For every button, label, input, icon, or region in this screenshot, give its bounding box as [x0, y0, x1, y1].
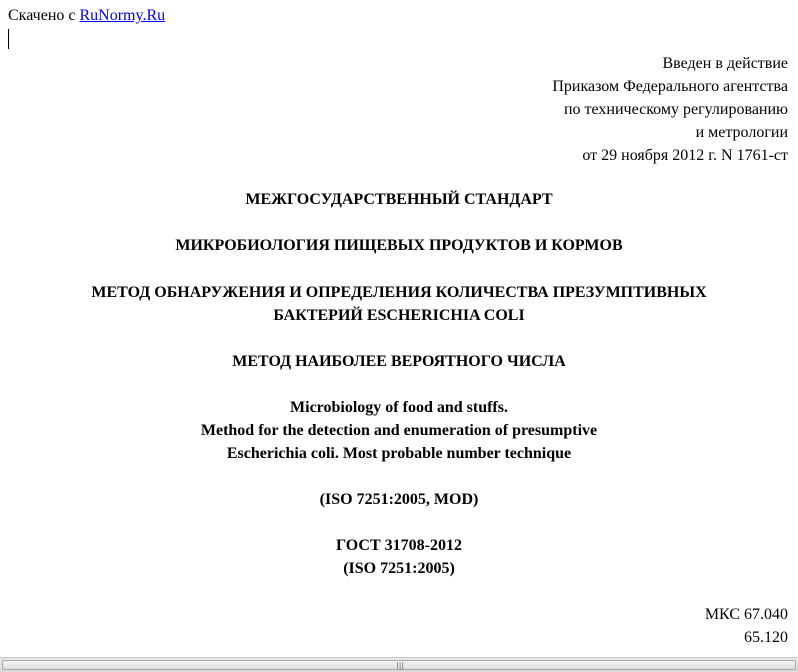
method-subtitle-heading: МЕТОД НАИБОЛЕЕ ВЕРОЯТНОГО ЧИСЛА	[232, 353, 566, 370]
english-title: Microbiology of food and stuffs. Method for the detection and enumeration of presumptive Escherichia coli. Most probable number technique	[200, 399, 598, 462]
enactment-line: от 29 ноября 2012 г. N 1761-ст	[582, 147, 788, 164]
enactment-note	[552, 52, 788, 167]
scrollbar-grip-icon: |||	[396, 661, 405, 670]
source-line	[8, 6, 165, 26]
enactment-line: по техническому регулированию	[563, 101, 788, 118]
domain-title-heading: МИКРОБИОЛОГИЯ ПИЩЕВЫХ ПРОДУКТОВ И КОРМОВ	[175, 237, 623, 254]
runormy-link[interactable]: RuNormy.Ru	[79, 7, 166, 24]
source-prefix: Скачено с	[8, 7, 76, 24]
gost-designation: ГОСТ 31708-2012 (ISO 7251:2005)	[336, 537, 462, 577]
horizontal-scrollbar[interactable]	[0, 657, 798, 672]
mks-codes	[705, 603, 788, 649]
standard-type-heading: МЕЖГОСУДАРСТВЕННЫЙ СТАНДАРТ	[245, 191, 553, 208]
enactment-line: Приказом Федерального агентства	[552, 78, 788, 95]
iso-mod-reference: (ISO 7251:2005, MOD)	[319, 491, 479, 508]
text-cursor	[8, 29, 9, 49]
method-title-heading: МЕТОД ОБНАРУЖЕНИЯ И ОПРЕДЕЛЕНИЯ КОЛИЧЕСТВА ПРЕЗУМПТИВНЫХ БАКТЕРИЙ ESCHERICHIA COLI	[91, 284, 707, 324]
enactment-line: Введен в действие	[662, 55, 788, 72]
mks-code: 65.120	[744, 629, 788, 646]
enactment-line: и метрологии	[695, 124, 788, 141]
mks-code: МКС 67.040	[704, 606, 788, 623]
scrollbar-thumb[interactable]	[2, 660, 796, 670]
